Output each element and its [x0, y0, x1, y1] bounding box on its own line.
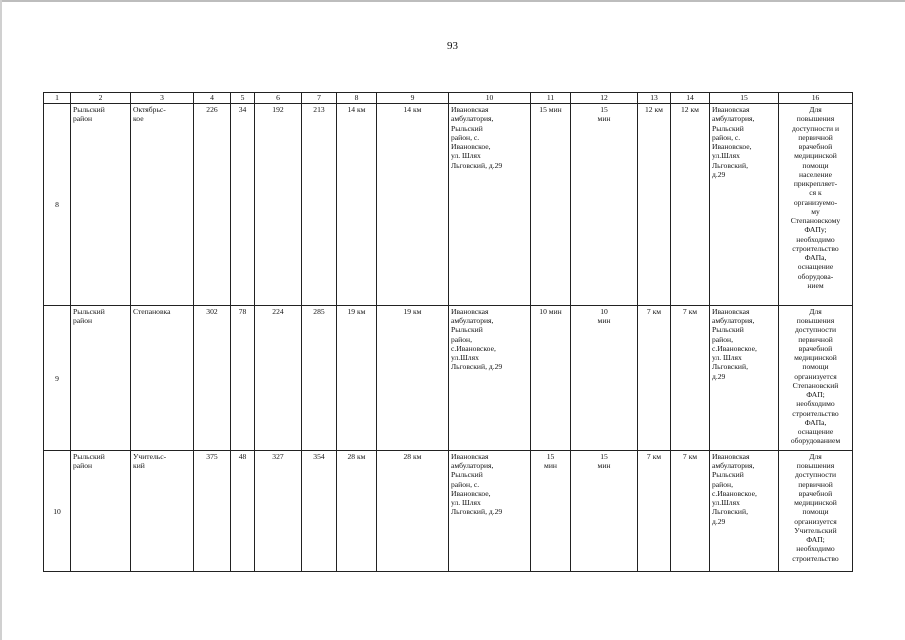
notes-cell: Для повышения доступности первичной врачебной медицинской помощи организуется Степановский ФАП; необходимо строительство ФАПа, оснащение оборудованием [779, 305, 853, 450]
distance-cell: 12 км [671, 104, 710, 306]
column-header: 16 [779, 93, 853, 104]
row-number: 8 [44, 104, 71, 306]
notes-cell: Для повышения доступности и первичной врачебной медицинской помощи население прикрепляет- ся к организуемо- му Степановскому ФАПу; необходимо строительство ФАПа, оснащение оборудова- нием [779, 104, 853, 306]
value-cell: 327 [255, 450, 302, 571]
column-header: 4 [194, 93, 231, 104]
value-cell: 48 [231, 450, 255, 571]
distance-cell: 28 км [377, 450, 449, 571]
data-table [43, 92, 853, 572]
distance-cell: 28 км [337, 450, 377, 571]
distance-cell: 7 км [671, 450, 710, 571]
district-cell: Рыльский район [71, 450, 131, 571]
value-cell: 375 [194, 450, 231, 571]
time-cell: 10 мин [571, 305, 638, 450]
column-header: 15 [710, 93, 779, 104]
column-header: 8 [337, 93, 377, 104]
time-cell: 15 мин [531, 450, 571, 571]
page-number: 93 [447, 40, 458, 52]
locality-cell: Октябрьс- кое [131, 104, 194, 306]
row-number: 9 [44, 305, 71, 450]
notes-cell: Для повышения доступности первичной врачебной медицинской помощи организуется Учительский ФАП; необходимо строительство [779, 450, 853, 571]
facility-cell: Ивановская амбулатория, Рыльский район, с.Ивановское, ул. Шлях Льговский, д.29 [710, 305, 779, 450]
distance-cell: 19 км [377, 305, 449, 450]
column-header: 10 [449, 93, 531, 104]
distance-cell: 12 км [638, 104, 671, 306]
distance-cell: 7 км [638, 450, 671, 571]
column-header: 7 [302, 93, 337, 104]
district-cell: Рыльский район [71, 305, 131, 450]
facility-cell: Ивановская амбулатория, Рыльский район, с. Ивановское, ул. Шлях Льговский, д.29 [449, 104, 531, 306]
value-cell: 34 [231, 104, 255, 306]
time-cell: 15 мин [571, 104, 638, 306]
facility-cell: Ивановская амбулатория, Рыльский район, с.Ивановское, ул.Шлях Льговский, д.29 [710, 450, 779, 571]
column-header: 1 [44, 93, 71, 104]
table-row [44, 305, 853, 450]
value-cell: 192 [255, 104, 302, 306]
value-cell: 302 [194, 305, 231, 450]
locality-cell: Степановка [131, 305, 194, 450]
value-cell: 213 [302, 104, 337, 306]
time-cell: 15 мин [571, 450, 638, 571]
distance-cell: 14 км [377, 104, 449, 306]
scan-edge-left [0, 0, 2, 640]
value-cell: 285 [302, 305, 337, 450]
value-cell: 354 [302, 450, 337, 571]
district-cell: Рыльский район [71, 104, 131, 306]
column-header: 12 [571, 93, 638, 104]
value-cell: 78 [231, 305, 255, 450]
locality-cell: Учительс- кий [131, 450, 194, 571]
facility-cell: Ивановская амбулатория, Рыльский район, с. Ивановское, ул.Шлях Льговский, д.29 [710, 104, 779, 306]
row-number: 10 [44, 450, 71, 571]
column-header: 14 [671, 93, 710, 104]
time-cell: 10 мин [531, 305, 571, 450]
facility-cell: Ивановская амбулатория, Рыльский район, с.Ивановское, ул.Шлях Льговский, д.29 [449, 305, 531, 450]
value-cell: 224 [255, 305, 302, 450]
header-row [44, 93, 853, 104]
facility-cell: Ивановская амбулатория, Рыльский район, с. Ивановское, ул. Шлях Льговский, д.29 [449, 450, 531, 571]
scan-edge-top [0, 0, 905, 2]
table-row [44, 450, 853, 571]
column-header: 2 [71, 93, 131, 104]
column-header: 9 [377, 93, 449, 104]
column-header: 6 [255, 93, 302, 104]
distance-cell: 14 км [337, 104, 377, 306]
distance-cell: 7 км [671, 305, 710, 450]
column-header: 13 [638, 93, 671, 104]
distance-cell: 19 км [337, 305, 377, 450]
column-header: 5 [231, 93, 255, 104]
distance-cell: 7 км [638, 305, 671, 450]
value-cell: 226 [194, 104, 231, 306]
column-header: 11 [531, 93, 571, 104]
column-header: 3 [131, 93, 194, 104]
table-row [44, 104, 853, 306]
time-cell: 15 мин [531, 104, 571, 306]
